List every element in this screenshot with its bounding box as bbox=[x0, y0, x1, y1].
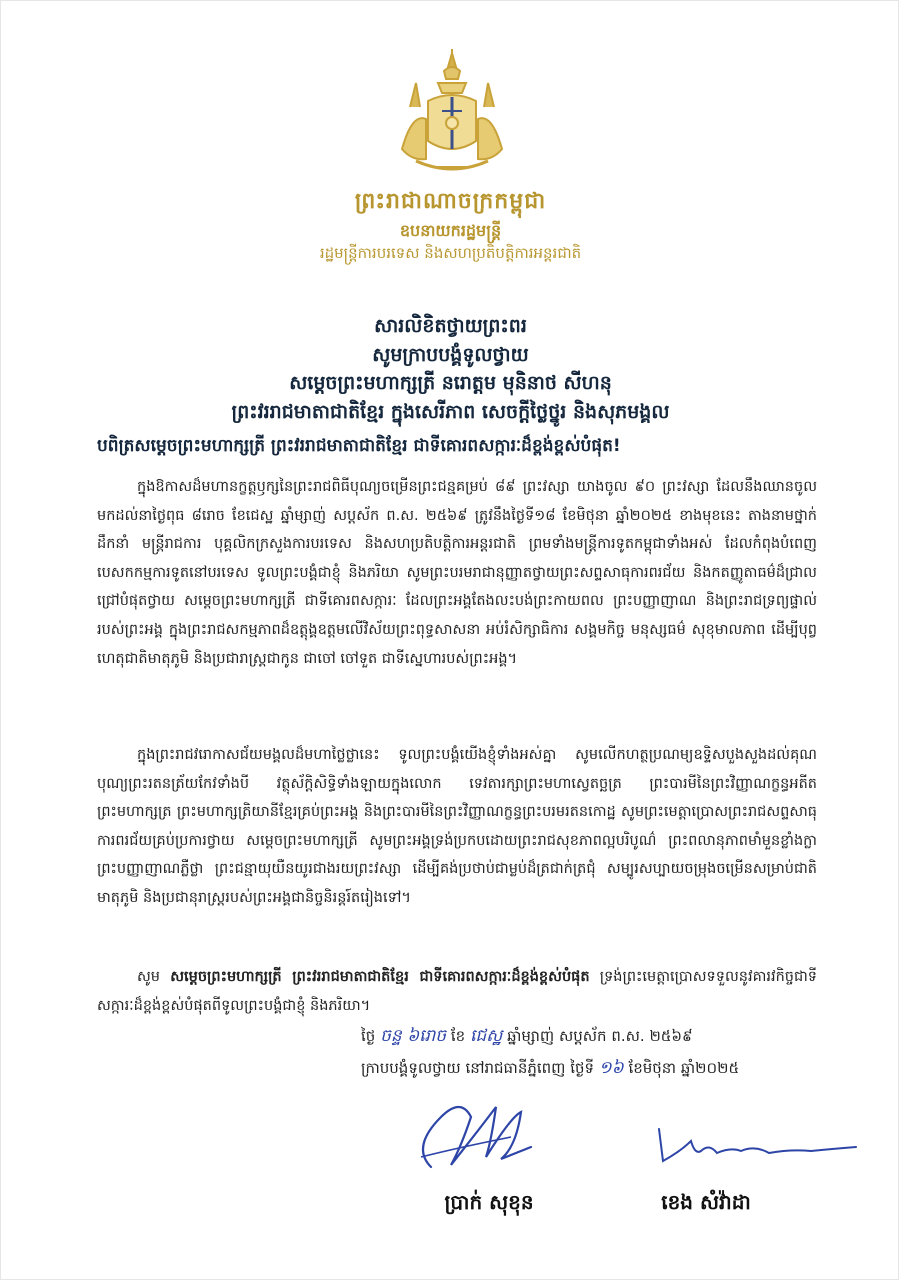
lunar-date-prefix: ថ្ងៃ bbox=[361, 1027, 376, 1045]
place-date-prefix: ក្រាបបង្គំទូលថ្វាយ នៅរាជធានីភ្នំពេញ ថ្ងៃទី bbox=[361, 1059, 594, 1077]
lunar-date-line bbox=[361, 1025, 693, 1050]
signature-left bbox=[401, 1087, 541, 1177]
ministry-heading: រដ្ឋមន្ត្រីការបរទេស និងសហប្រតិបត្តិការអន្តរជាតិ bbox=[319, 244, 582, 262]
lunar-date-suffix: ឆ្នាំម្សាញ់ សប្តស័ក ព.ស. ២៥៦៩ bbox=[507, 1027, 693, 1045]
kingdom-heading: ព្រះរាជាណាចក្រកម្ពុជា bbox=[354, 189, 547, 214]
lunar-date-handwritten-month: ជេស្ឋ bbox=[469, 1026, 503, 1046]
signatory-right-name: ខេង សំវ៉ាដា bbox=[661, 1190, 751, 1214]
letter-title: សារលិខិតថ្វាយព្រះពរ bbox=[374, 315, 527, 337]
addressee-title: ព្រះវររាជមាតាជាតិខ្មែរ ក្នុងសេរីភាព សេចក្តីថ្លៃថ្នូរ និងសុភមង្គល bbox=[231, 401, 670, 423]
deputy-prime-minister-heading: ឧបនាយករដ្ឋមន្ត្រី bbox=[399, 221, 502, 240]
addressee-name: សម្តេចព្រះមហាក្សត្រី នរោត្តម មុនិនាថ សីហនុ bbox=[289, 372, 612, 394]
closing-prefix: សូម bbox=[137, 969, 161, 985]
closing-text: ទ្រង់ព្រះមេត្តាប្រោសទទួលនូវគារវកិច្ចជាទីសក្ការៈដ៏ខ្ពង់ខ្ពស់បំផុតពីទូលព្រះបង្គំជាខ្ញុំ និងភរិយា។ bbox=[97, 969, 817, 1014]
closing-addressee: សម្តេចព្រះមហាក្សត្រី ព្រះវររាជមាតាជាតិខ្មែរ ជាទីគោរពសក្ការៈដ៏ខ្ពង់ខ្ពស់បំផុត bbox=[170, 969, 590, 985]
lunar-month-prefix: ខែ bbox=[450, 1027, 466, 1045]
place-date-line bbox=[361, 1057, 739, 1082]
body-paragraph-3 bbox=[97, 963, 817, 1020]
royal-coat-of-arms-icon bbox=[392, 49, 512, 177]
body-paragraph-2: ក្នុងព្រះរាជវរោកាសជ័យមង្គលដ៏មហាថ្លៃថ្លានេះ ទូលព្រះបង្គំយើងខ្ញុំទាំងអស់គ្នា សូមលើកហត្ថប្រណម្យឧទ្ទិសបួងសួងដល់គុណបុណ្យព្រះរតនត្រ័យកែវទាំងបី វត្ថុស័ក្តិសិទ្ធិទាំងឡាយក្នុងលោក ទេវតារក្សាព្រះមហាស្វេតច្ឆត្រ ព្រះបារមីនៃព្រះវិញ្ញាណក្ខន្ធអតីតព្រះមហាក្សត្រ ព្រះមហាក្សត្រិយានីខ្មែរគ្រប់ព្រះអង្គ និងព្រះបារមីនៃព្រះវិញ្ញាណក្ខន្ធព្រះបរមរតនកោដ្ឋ សូមព្រះមេត្តាប្រោសព្រះរាជសព្ទសាធុការពរជ័យគ្រប់ប្រការថ្វាយ សម្តេចព្រះមហាក្សត្រី សូមព្រះអង្គទ្រង់ប្រកបដោយព្រះរាជសុខភាពល្អបរិបូណ៌ ព្រះពលានុភាពមាំមួនខ្លាំងក្លា ព្រះបញ្ញាញាណភ្លឺថ្លា ព្រះជន្មាយុយឺនយូរជាងរយព្រះវស្សា ដើម្បីគង់ប្រថាប់ជាម្លប់ដ៏ត្រជាក់ត្រជុំ សម្បូរសប្បាយចម្រុងចម្រើនសម្រាប់ជាតិមាតុភូមិ និងប្រជានុរាស្ត្ររបស់ព្រះអង្គជានិច្ចនិរន្តរ៍តរៀងទៅ។ bbox=[97, 747, 817, 906]
place-date-suffix: ខែមិថុនា ឆ្នាំ២០២៥ bbox=[628, 1059, 740, 1077]
signature-right bbox=[651, 1121, 861, 1171]
addressee-intro: សូមក្រាបបង្គំទូលថ្វាយ bbox=[372, 344, 529, 366]
salutation: បពិត្រសម្តេចព្រះមហាក្សត្រី ព្រះវររាជមាតាជាតិខ្មែរ ជាទីគោរពសក្ការៈដ៏ខ្ពង់ខ្ពស់បំផុត! bbox=[97, 436, 621, 456]
place-date-handwritten-day: ១៦ bbox=[598, 1058, 624, 1078]
signatory-left-name: ប្រាក់ សុខុន bbox=[444, 1190, 534, 1214]
body-paragraph-1: ក្នុងឱកាសដ៏មហានក្ខត្តឫក្សនៃព្រះរាជពិធីបុណ្យចម្រើនព្រះជន្មគម្រប់ ៨៩ ព្រះវស្សា យាងចូល ៩០ ព្រះវស្សា ដែលនឹងឈានចូលមកដល់នាថ្ងៃពុធ ៨រោច ខែជេស្ឋ ឆ្នាំម្សាញ់ សប្តស័ក ព.ស. ២៥៦៩ ត្រូវនឹងថ្ងៃទី១៨ ខែមិថុនា ឆ្នាំ២០២៥ ខាងមុខនេះ តាងនាមថ្នាក់ដឹកនាំ មន្ត្រីរាជការ បុគ្គលិកក្រសួងការបរទេស និងសហប្រតិបត្តិការអន្តរជាតិ ព្រមទាំងមន្ត្រីការទូតកម្ពុជាទាំងអស់ ដែលកំពុងបំពេញបេសកកម្មការទូតនៅបរទេស ទូលព្រះបង្គំជាខ្ញុំ និងភរិយា សូមព្រះបរមរាជានុញ្ញាតថ្វាយព្រះសព្ទសាធុការពរជ័យ និងកតញ្ញូតាធម៌ដ៏ជ្រាលជ្រៅបំផុតថ្វាយ សម្តេចព្រះមហាក្សត្រី ជាទីគោរពសក្ការៈ ដែលព្រះអង្គតែងលះបង់ព្រះកាយពល ព្រះបញ្ញាញាណ និងព្រះរាជទ្រព្យផ្ទាល់របស់ព្រះអង្គ ក្នុងព្រះរាជសកម្មភាពដ៏ឧត្តុង្គឧត្តមលើវិស័យព្រះពុទ្ធសាសនា អប់រំសិក្សាធិការ សង្គមកិច្ច មនុស្សធម៌ សុខុមាលភាព ដើម្បីបុព្វហេតុជាតិមាតុភូមិ និងប្រជារាស្ត្រជាកូន ជាចៅ ចៅទួត ជាទីស្នេហារបស់ព្រះអង្គ។ bbox=[97, 479, 817, 667]
lunar-date-handwritten-day: ចន្ទ ៦រោច bbox=[380, 1026, 447, 1046]
